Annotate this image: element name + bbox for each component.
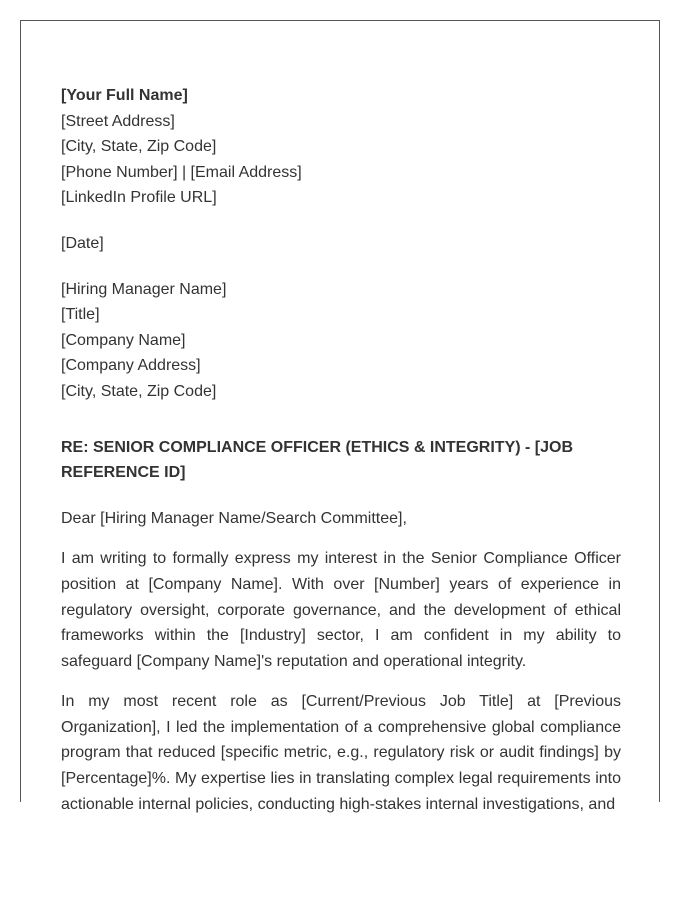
sender-name: [Your Full Name] (61, 87, 188, 104)
body-paragraph: In my most recent role as [Current/Previous Job Title] at [Previous Organization], I led the implementation of a comprehensive global compliance program that reduced [specific metric, e.g., regulatory risk or audit findings] by [Percentage]%. My expertise lies in translating complex legal requirements into actionable internal policies, conducting high-stakes internal investigations, and (61, 693, 621, 813)
sender-linkedin: [LinkedIn Profile URL] (61, 189, 217, 207)
spacer (61, 257, 621, 277)
recipient-title: [Title] (61, 306, 100, 324)
recipient-name: [Hiring Manager Name] (61, 280, 227, 298)
sender-phone-email: [Phone Number] | [Email Address] (61, 163, 302, 181)
recipient-city-state-zip: [City, State, Zip Code] (61, 382, 217, 400)
spacer (61, 211, 621, 231)
letter-date: [Date] (61, 234, 104, 252)
salutation: Dear [Hiring Manager Name/Search Committee], (61, 509, 407, 527)
subject-line: RE: SENIOR COMPLIANCE OFFICER (ETHICS & INTEGRITY) - [JOB REFERENCE ID] (61, 438, 574, 482)
recipient-company: [Company Name] (61, 331, 186, 349)
letter-page (20, 20, 660, 813)
recipient-block (61, 277, 621, 405)
letter-content (61, 83, 621, 832)
sender-street: [Street Address] (61, 112, 175, 130)
recipient-address: [Company Address] (61, 357, 201, 375)
sender-block (61, 83, 621, 211)
sender-city-state-zip: [City, State, Zip Code] (61, 138, 217, 156)
body-paragraph: I am writing to formally express my interest in the Senior Compliance Officer position at [Company Name]. With over [Number] years of experience in regulatory oversight, corporate governance, and the development of ethical frameworks within the [Industry] sector, I am confident in my ability to safeguard [Company Name]'s reputation and operational integrity. (61, 550, 621, 670)
